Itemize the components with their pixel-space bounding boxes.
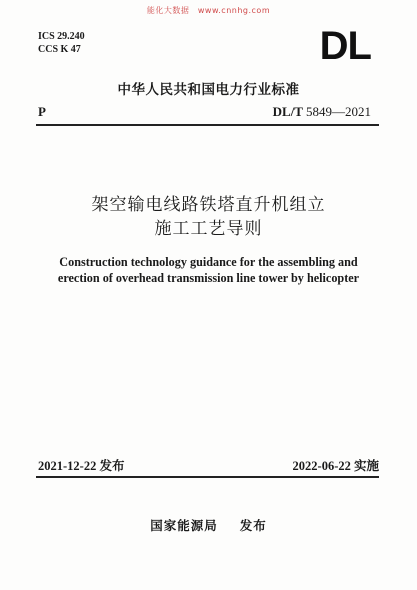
- english-title: [0, 254, 417, 286]
- english-title-line-1: Construction technology guidance for the assembling and: [59, 255, 358, 269]
- chinese-title-line-2: 施工工艺导则: [154, 219, 263, 239]
- publisher-label: 发布: [239, 518, 267, 533]
- standard-number-value: 5849—2021: [306, 104, 371, 119]
- implement-date-value: 2022-06-22: [292, 459, 351, 473]
- category-letter: P: [38, 104, 46, 119]
- classification-codes: [38, 30, 85, 56]
- dl-logo: DL: [319, 24, 371, 68]
- top-divider: [36, 124, 379, 126]
- release-date: [38, 456, 124, 474]
- english-title-line-2: erection of overhead transmission line tower by helicopter: [57, 271, 360, 285]
- chinese-title: [0, 193, 417, 241]
- release-date-value: 2021-12-22: [38, 459, 97, 473]
- watermark-text: 能化大数据 www.cnnhg.com: [146, 6, 271, 15]
- standard-type-title: 中华人民共和国电力行业标准: [117, 82, 300, 98]
- chinese-title-line-1: 架空输电线路铁塔直升机组立: [91, 195, 326, 215]
- release-label: 发布: [99, 458, 125, 473]
- publisher: [0, 516, 417, 534]
- bottom-divider: [36, 476, 379, 478]
- standard-number-prefix: DL/T: [272, 104, 303, 119]
- standard-number: [273, 104, 371, 120]
- publisher-name: 国家能源局: [150, 518, 218, 533]
- implement-date: [293, 456, 379, 474]
- ics-code: ICS 29.240: [38, 31, 85, 42]
- ccs-code: CCS K 47: [38, 44, 81, 55]
- implement-label: 实施: [353, 458, 379, 473]
